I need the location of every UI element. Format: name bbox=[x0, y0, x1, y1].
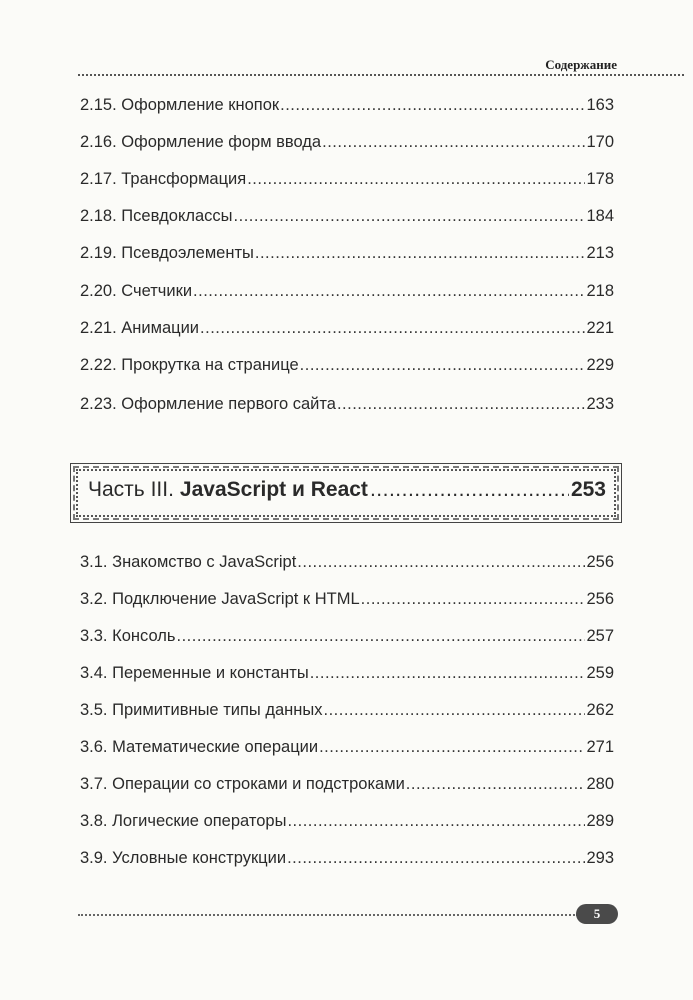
toc-entry[interactable] bbox=[80, 588, 614, 610]
toc-leader bbox=[322, 131, 585, 153]
toc-entry-page: 178 bbox=[586, 170, 614, 188]
toc-leader bbox=[176, 625, 585, 647]
toc-entry-title: 2.22. Прокрутка на странице bbox=[80, 356, 299, 374]
toc-entry-page: 257 bbox=[586, 627, 614, 645]
toc-entry[interactable] bbox=[80, 699, 614, 721]
toc-entry-page: 259 bbox=[586, 664, 614, 682]
running-head: Содержание bbox=[545, 57, 617, 72]
toc-leader bbox=[255, 242, 586, 264]
toc-leader bbox=[319, 736, 585, 758]
part-heading[interactable] bbox=[88, 475, 606, 505]
page-number-badge: 5 bbox=[576, 904, 618, 924]
toc-entry-title: 3.3. Консоль bbox=[80, 627, 176, 645]
toc-entry-page: 218 bbox=[586, 282, 614, 300]
part-label: Часть III. bbox=[88, 478, 174, 501]
toc-entry-page: 163 bbox=[586, 96, 614, 114]
toc-entry[interactable] bbox=[80, 847, 614, 869]
header-rule bbox=[78, 74, 684, 76]
toc-entry-page: 256 bbox=[586, 553, 614, 571]
toc-leader bbox=[247, 168, 585, 190]
toc-leader bbox=[361, 588, 586, 610]
toc-entry-title: 3.5. Примитивные типы данных bbox=[80, 701, 323, 719]
toc-entry-title: 3.4. Переменные и константы bbox=[80, 664, 309, 682]
toc-entry-title: 2.17. Трансформация bbox=[80, 170, 247, 188]
toc-leader bbox=[287, 810, 585, 832]
part-name: JavaScript и React bbox=[179, 478, 368, 501]
toc-entry[interactable] bbox=[80, 242, 614, 264]
toc-entry-page: 293 bbox=[586, 849, 614, 867]
toc-entry[interactable] bbox=[80, 736, 614, 758]
toc-entry-title: 2.23. Оформление первого сайта bbox=[80, 395, 336, 413]
toc-leader bbox=[323, 699, 585, 721]
toc-entry-page: 233 bbox=[586, 395, 614, 413]
toc-entry-title: 3.8. Логические операторы bbox=[80, 812, 287, 830]
toc-entry[interactable] bbox=[80, 773, 614, 795]
toc-entry-page: 213 bbox=[586, 244, 614, 262]
toc-leader bbox=[280, 94, 585, 116]
toc-leader bbox=[300, 354, 586, 376]
part-leader bbox=[370, 475, 569, 505]
toc-entry-title: 2.15. Оформление кнопок bbox=[80, 96, 280, 114]
toc-entry-title: 2.19. Псевдоэлементы bbox=[80, 244, 254, 262]
toc-entry[interactable] bbox=[80, 317, 614, 339]
toc-entry-page: 262 bbox=[586, 701, 614, 719]
toc-entry-title: 3.6. Математические операции bbox=[80, 738, 319, 756]
toc-leader bbox=[287, 847, 585, 869]
toc-entry[interactable] bbox=[80, 810, 614, 832]
part-page: 253 bbox=[570, 478, 606, 501]
toc-entry-page: 229 bbox=[586, 356, 614, 374]
toc-entry[interactable] bbox=[80, 168, 614, 190]
toc-entry[interactable] bbox=[80, 393, 614, 415]
toc-entry[interactable] bbox=[80, 94, 614, 116]
toc-entry-title: 2.16. Оформление форм ввода bbox=[80, 133, 322, 151]
toc-leader bbox=[193, 280, 585, 302]
toc-leader bbox=[406, 773, 586, 795]
toc-entry[interactable] bbox=[80, 551, 614, 573]
toc-entry[interactable] bbox=[80, 280, 614, 302]
toc-entry-page: 289 bbox=[586, 812, 614, 830]
toc-entry[interactable] bbox=[80, 131, 614, 153]
toc-entry-page: 256 bbox=[586, 590, 614, 608]
toc-entry[interactable] bbox=[80, 625, 614, 647]
toc-entry-page: 184 bbox=[586, 207, 614, 225]
toc-entry-page: 271 bbox=[586, 738, 614, 756]
toc-leader bbox=[297, 551, 585, 573]
toc-entry-title: 3.1. Знакомство с JavaScript bbox=[80, 553, 297, 571]
toc-entry-title: 2.21. Анимации bbox=[80, 319, 200, 337]
toc-entry-title: 3.2. Подключение JavaScript к HTML bbox=[80, 590, 360, 608]
toc-entry-title: 3.9. Условные конструкции bbox=[80, 849, 287, 867]
toc-entry-page: 170 bbox=[586, 133, 614, 151]
toc-entry[interactable] bbox=[80, 205, 614, 227]
toc-entry-page: 221 bbox=[586, 319, 614, 337]
toc-leader bbox=[337, 393, 586, 415]
footer-rule bbox=[78, 914, 578, 916]
toc-leader bbox=[200, 317, 585, 339]
toc-entry-title: 2.18. Псевдоклассы bbox=[80, 207, 233, 225]
toc-leader bbox=[310, 662, 586, 684]
toc-entry-page: 280 bbox=[586, 775, 614, 793]
toc-leader bbox=[234, 205, 586, 227]
toc-entry-title: 3.7. Операции со строками и подстроками bbox=[80, 775, 405, 793]
toc-entry[interactable] bbox=[80, 662, 614, 684]
toc-entry-title: 2.20. Счетчики bbox=[80, 282, 193, 300]
toc-entry[interactable] bbox=[80, 354, 614, 376]
